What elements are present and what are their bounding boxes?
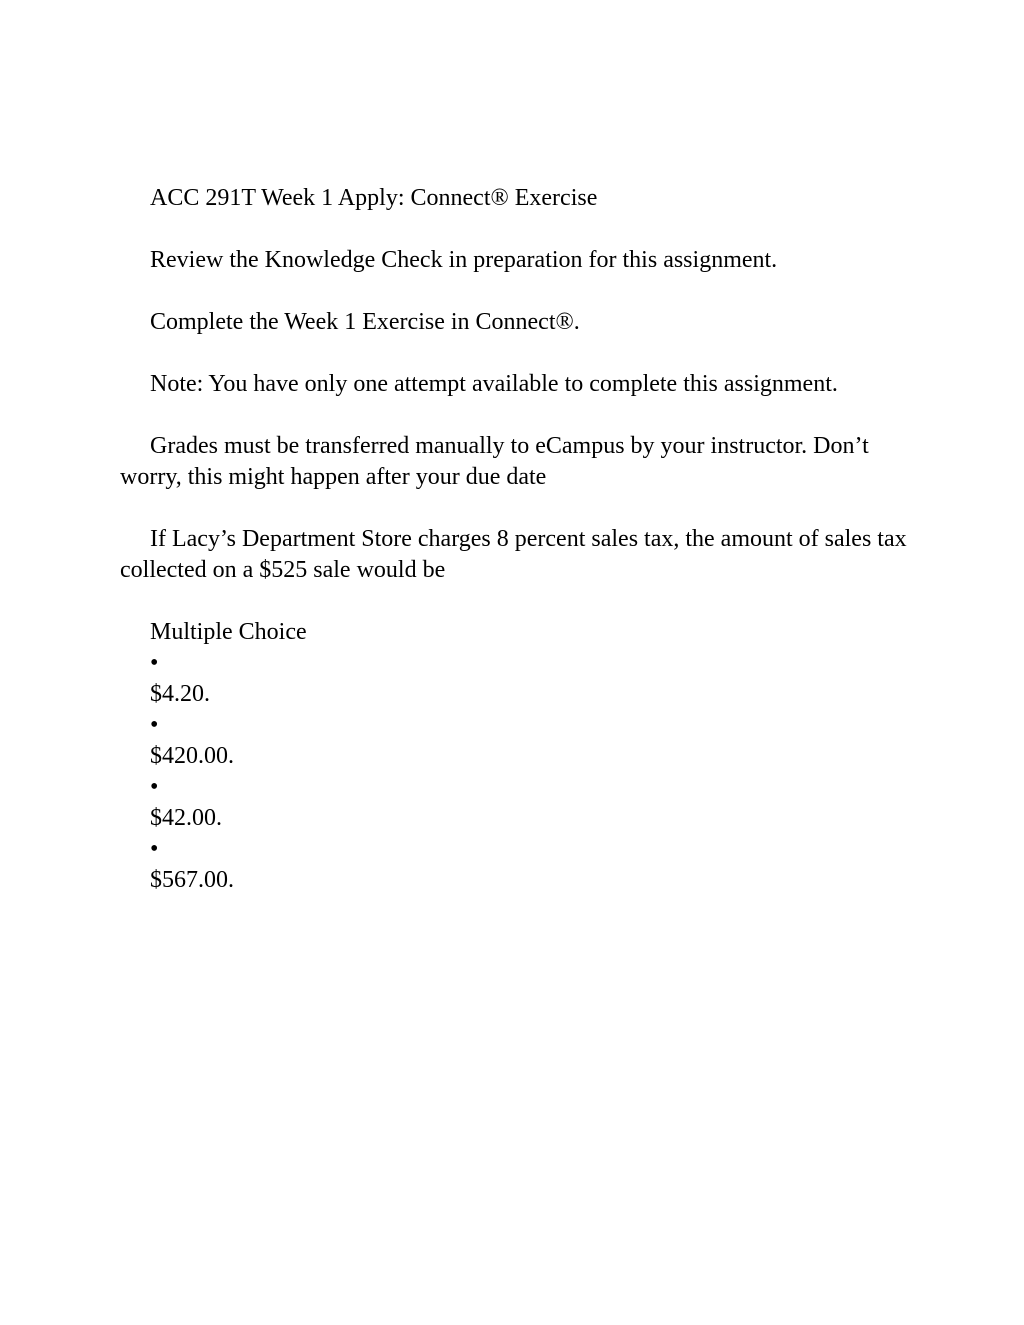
option-bullet: •	[150, 650, 159, 676]
option-1: $4.20.	[150, 681, 210, 707]
document-page	[120, 183, 920, 896]
document-title: ACC 291T Week 1 Apply: Connect® Exercise	[150, 185, 598, 211]
review-instruction: Review the Knowledge Check in preparation for this assignment.	[150, 247, 778, 273]
attempt-note: Note: You have only one attempt available to complete this assignment.	[150, 371, 838, 397]
question-type: Multiple Choice	[150, 619, 307, 645]
option-bullet: •	[150, 774, 159, 800]
grades-note: Grades must be transferred manually to eCampus by your instructor. Don’t worry, this might happen after your due date	[120, 433, 869, 490]
option-3: $42.00.	[150, 805, 222, 831]
option-bullet: •	[150, 712, 159, 738]
option-2: $420.00.	[150, 743, 234, 769]
option-4: $567.00.	[150, 867, 234, 893]
option-bullet: •	[150, 836, 159, 862]
question-text: If Lacy’s Department Store charges 8 percent sales tax, the amount of sales tax collected on a $525 sale would be	[120, 526, 907, 583]
complete-instruction: Complete the Week 1 Exercise in Connect®.	[150, 309, 580, 335]
